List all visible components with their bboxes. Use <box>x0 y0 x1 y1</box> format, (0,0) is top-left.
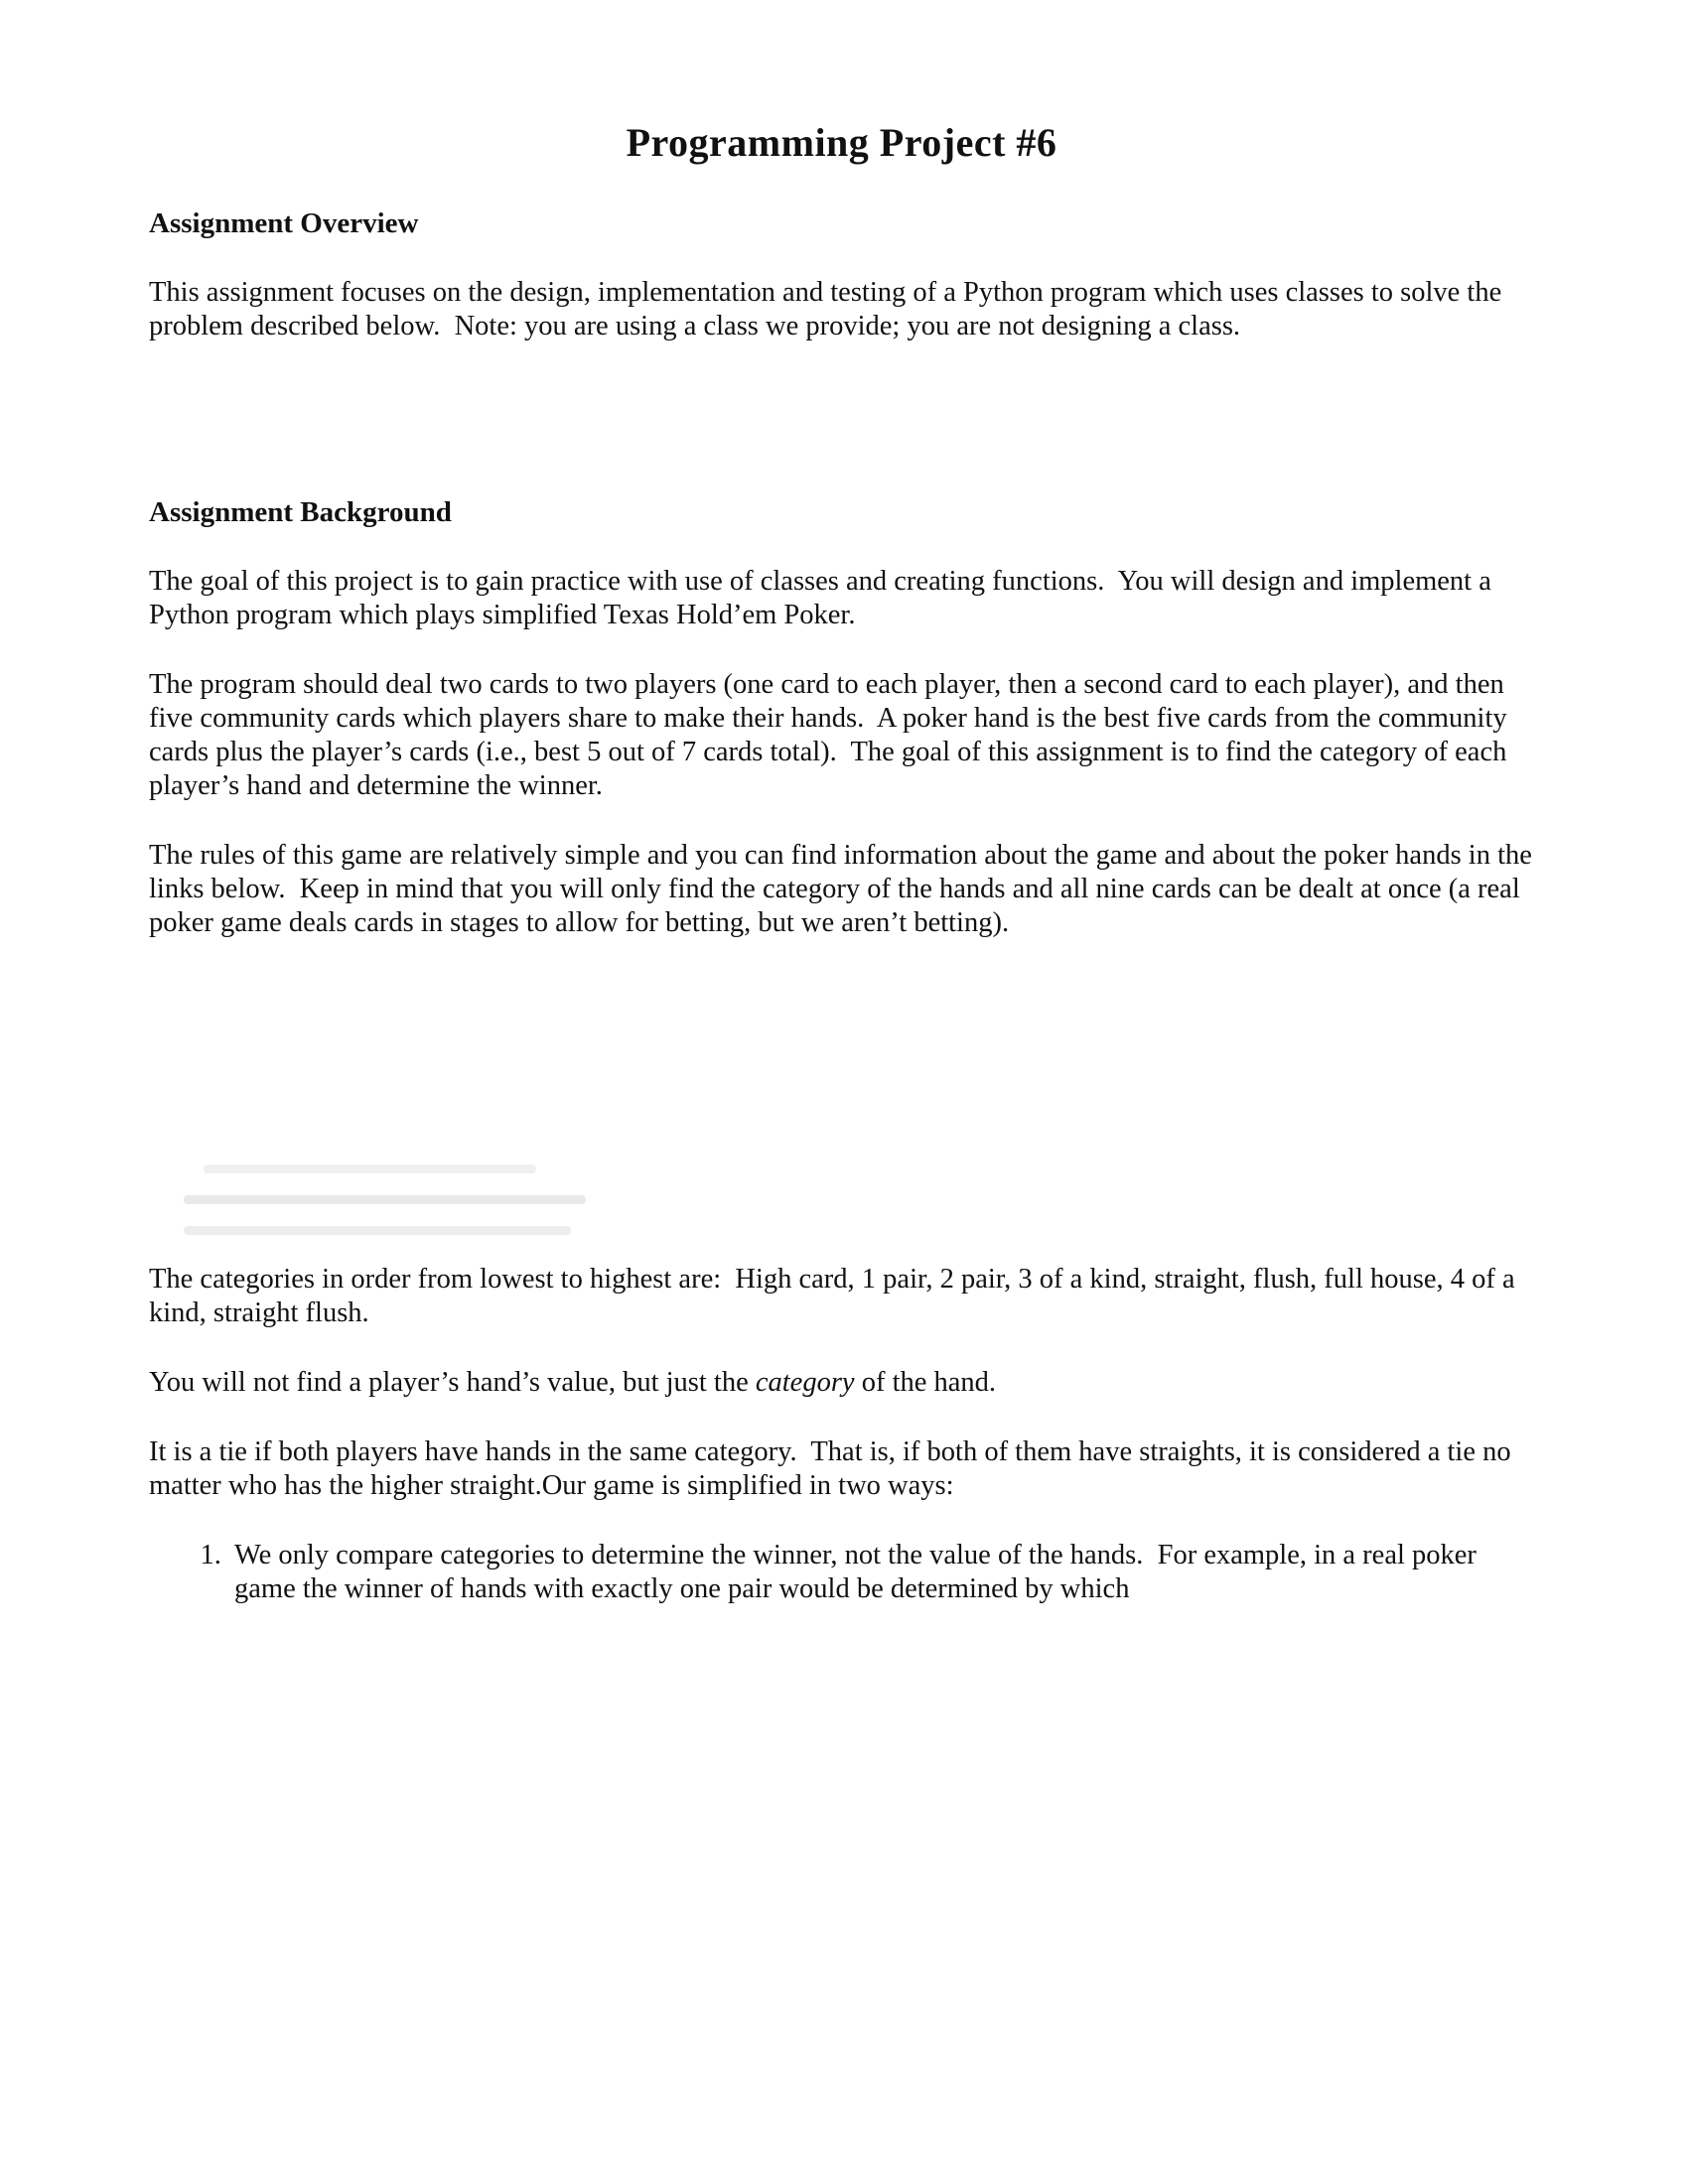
list-item: 1. We only compare categories to determine the winner, not the value of the hands. For example, in a real poker game the winner of hands with exactly one pair would be determined by which <box>228 1539 1534 1606</box>
faded-text-artifact <box>184 1164 1534 1235</box>
category-note-before: You will not find a player’s hand’s value, but just the <box>149 1367 756 1398</box>
section-gap <box>149 379 1534 496</box>
blank-gap <box>149 976 1534 1164</box>
overview-paragraph-1: This assignment focuses on the design, implementation and testing of a Python program which uses classes to solve the problem described below. Note: you are using a class we provide; you are not designing a class. <box>149 277 1509 341</box>
background-paragraph-1: The goal of this project is to gain practice with use of classes and creating functions. You will design and implement a Python program which plays simplified Texas Hold’em Poker. <box>149 566 1498 630</box>
faded-line <box>204 1164 536 1173</box>
faded-line <box>184 1226 571 1235</box>
tie-rule-paragraph: It is a tie if both players have hands in the same category. That is, if both of them have straights, it is considered a tie no matter who has the higher straight.Our game is simplified in two ways: <box>149 1436 1518 1501</box>
overview-heading: Assignment Overview <box>149 207 419 239</box>
document-title: Programming Project #6 <box>626 120 1057 165</box>
simplification-list <box>149 1539 1534 1606</box>
category-note-after: of the hand. <box>854 1367 997 1398</box>
category-note-italic: category <box>755 1367 855 1398</box>
background-paragraph-2: The program should deal two cards to two players (one card to each player, then a second card to each player), and then five community cards which players share to make their hands. A poker hand is the best five cards from the community cards plus the player’s cards (i.e., best 5 out of 7 cards total). The goal of this assignment is to find the category of each player’s hand and determine the winner. <box>149 669 1514 801</box>
categories-paragraph: The categories in order from lowest to highest are: High card, 1 pair, 2 pair, 3 of a kind, straight, flush, full house, 4 of a kind, straight flush. <box>149 1264 1522 1328</box>
background-paragraph-3: The rules of this game are relatively simple and you can find information about the game and about the poker hands in the links below. Keep in mind that you will only find the category of the hands and all nine cards can be dealt at once (a real poker game deals cards in stages to allow for betting, but we aren’t betting). <box>149 840 1540 938</box>
faded-line <box>184 1195 586 1204</box>
background-heading: Assignment Background <box>149 496 452 528</box>
category-note-paragraph <box>149 1366 1534 1400</box>
